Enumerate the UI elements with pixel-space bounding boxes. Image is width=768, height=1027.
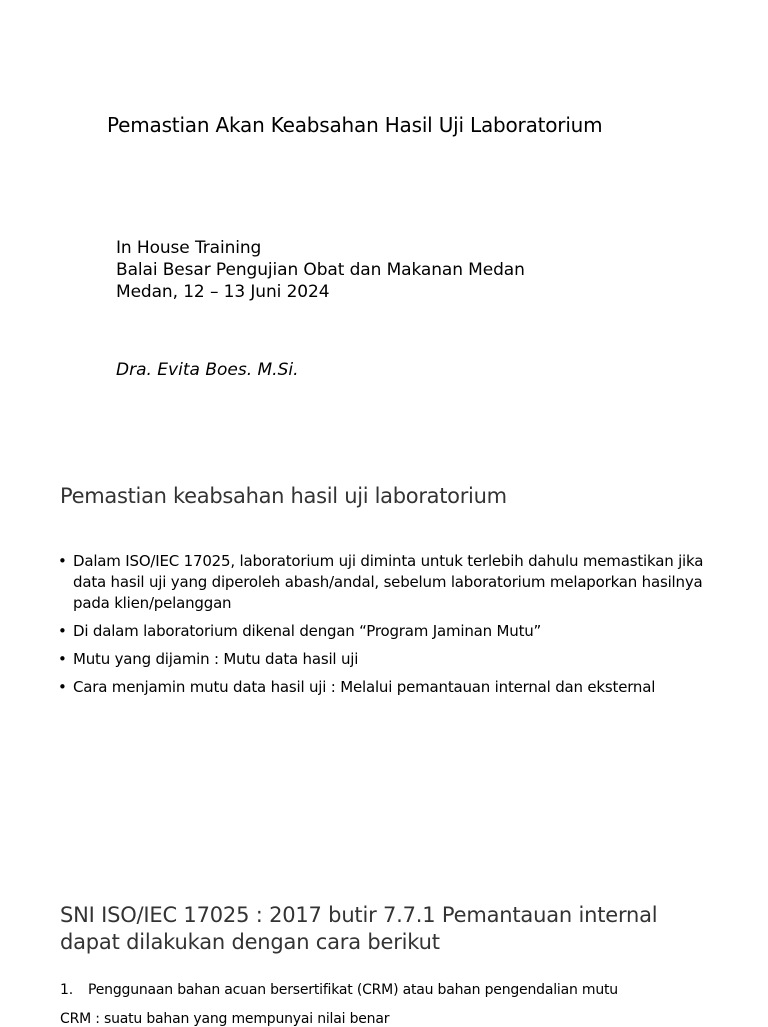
bullet-item: • Di dalam laboratorium dikenal dengan “Program Jaminan Mutu” xyxy=(58,621,728,642)
bullet-item: • Cara menjamin mutu data hasil uji : Melalui pemantauan internal dan eksternal xyxy=(58,677,728,698)
event-name: In House Training xyxy=(116,238,262,258)
slide-3-title: SNI ISO/IEC 17025 : 2017 butir 7.7.1 Pemantauan internal dapat dilakukan dengan cara berikut xyxy=(60,903,658,954)
item-text: Penggunaan bahan acuan bersertifikat (CRM) atau bahan pengendalian mutu xyxy=(88,982,618,998)
slide-2-title: Pemastian keabsahan hasil uji laboratorium xyxy=(60,484,507,508)
bullet-list xyxy=(58,551,728,705)
author-name: Dra. Evita Boes. M.Si. xyxy=(116,360,299,380)
slide-2 xyxy=(0,440,768,880)
item-number: 1. xyxy=(60,982,73,998)
event-organizer: Balai Besar Pengujian Obat dan Makanan Medan xyxy=(116,260,525,280)
crm-definition: CRM : suatu bahan yang mempunyai nilai benar xyxy=(60,1011,390,1027)
bullet-item: • Mutu yang dijamin : Mutu data hasil uji xyxy=(58,649,728,670)
event-date: Medan, 12 – 13 Juni 2024 xyxy=(116,282,330,302)
event-info xyxy=(116,237,525,303)
slide-3 xyxy=(0,880,768,1027)
bullet-item: • Dalam ISO/IEC 17025, laboratorium uji diminta untuk terlebih dahulu memastikan jika data hasil uji yang diperoleh abash/andal, sebelum laboratorium melaporkan hasilnya pada klien/pelanggan xyxy=(58,551,728,614)
slide-1-title: Pemastian Akan Keabsahan Hasil Uji Laboratorium xyxy=(107,113,603,137)
numbered-item xyxy=(60,982,618,998)
slide-1 xyxy=(0,0,768,440)
